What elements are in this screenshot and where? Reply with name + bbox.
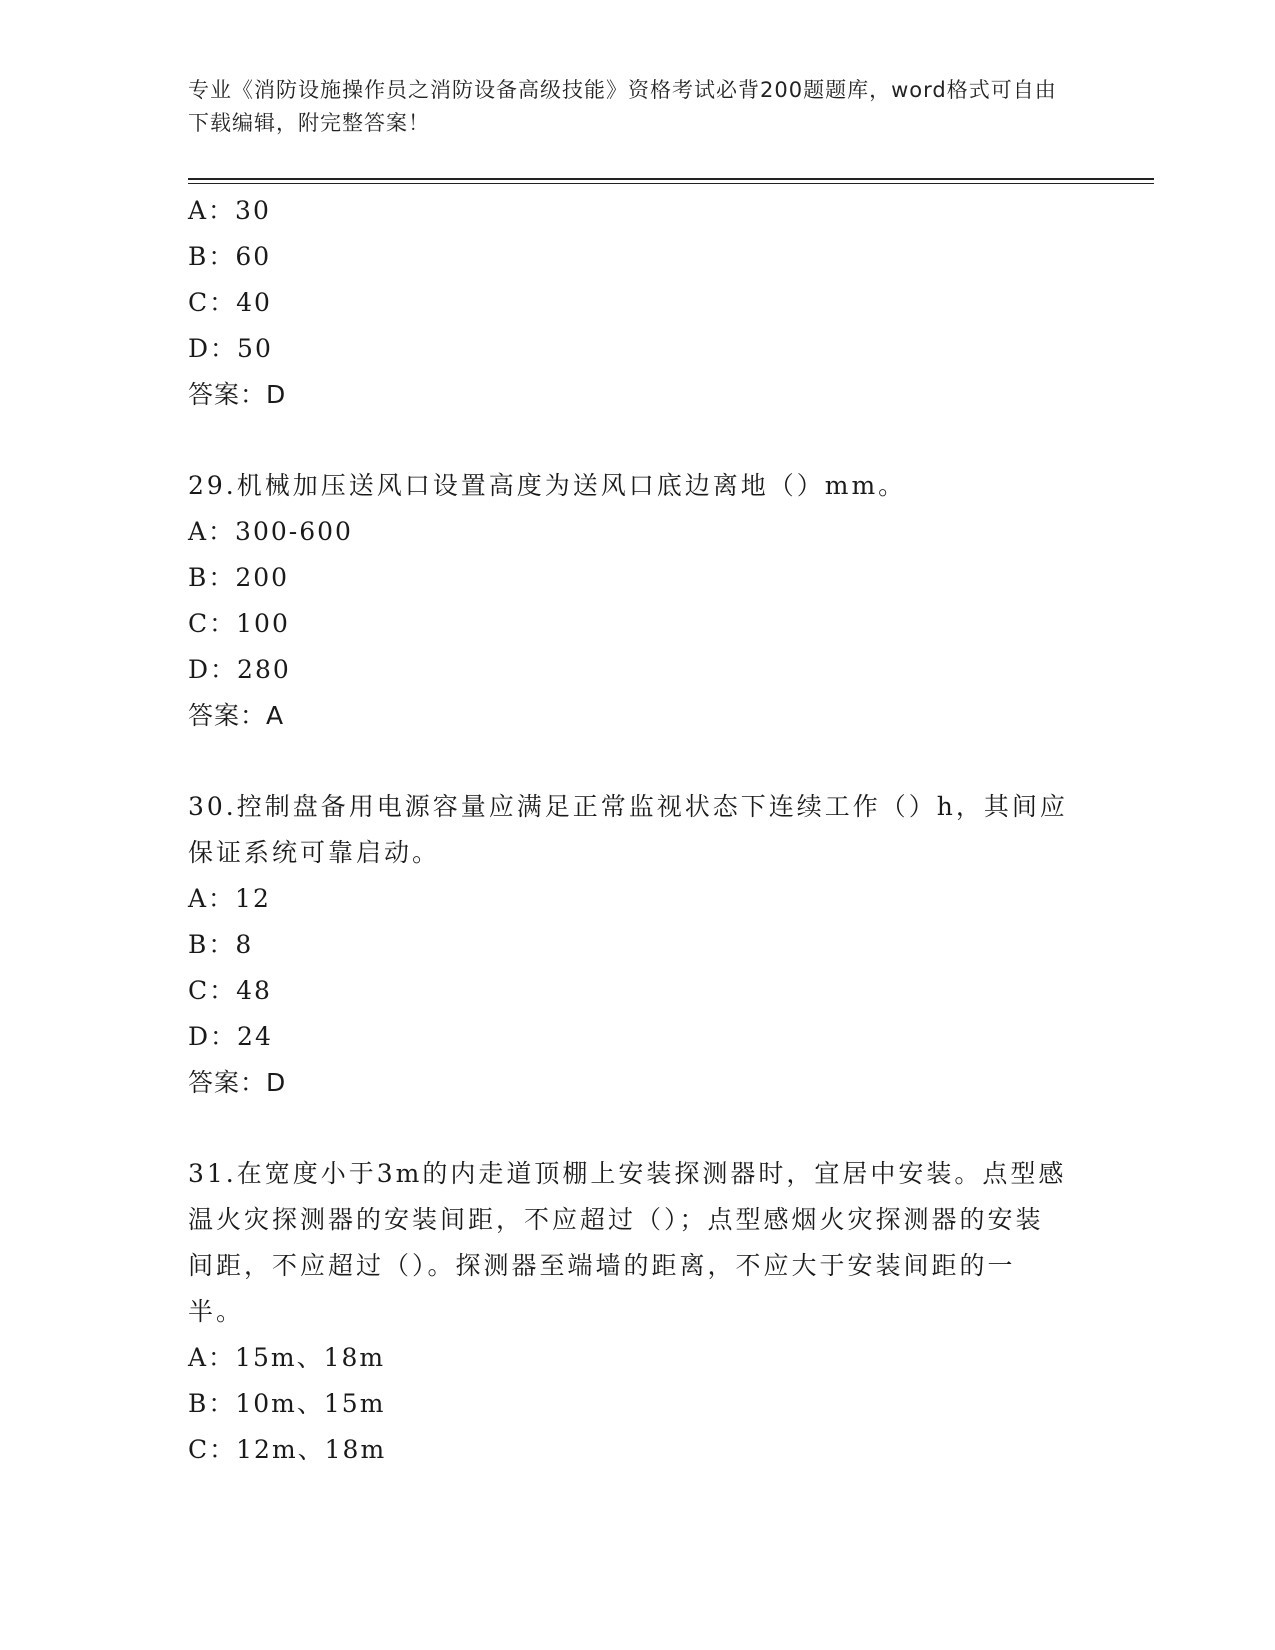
option-a: A：12 <box>188 884 271 913</box>
document-header: 专业《消防设施操作员之消防设备高级技能》资格考试必背200题题库，word格式可自由下载编辑，附完整答案！ <box>188 78 1057 135</box>
question-block-31 <box>188 1151 1068 1473</box>
question-list <box>188 188 1068 1473</box>
option-a: A：30 <box>188 196 271 225</box>
option-c: C：40 <box>188 288 272 317</box>
answer-label: 答案：D <box>188 380 287 409</box>
option-a: A：15m、18m <box>188 1343 386 1372</box>
option-c: C：48 <box>188 976 272 1005</box>
option-b: B：60 <box>188 242 272 271</box>
header-divider-thin <box>188 183 1154 184</box>
question-block-28 <box>188 188 1068 418</box>
option-b: B：8 <box>188 930 254 959</box>
option-d: D：50 <box>188 334 273 363</box>
option-c: C：12m、18m <box>188 1435 387 1464</box>
option-d: D：280 <box>188 655 291 684</box>
option-b: B：10m、15m <box>188 1389 386 1418</box>
header-divider-thick <box>188 178 1154 180</box>
option-a: A：300-600 <box>188 517 353 546</box>
question-text: 29.机械加压送风口设置高度为送风口底边离地（）mm。 <box>188 471 907 500</box>
answer-label: 答案：A <box>188 701 285 730</box>
question-block-30 <box>188 784 1068 1106</box>
question-block-29 <box>188 463 1068 739</box>
option-d: D：24 <box>188 1022 273 1051</box>
question-text: 30.控制盘备用电源容量应满足正常监视状态下连续工作（）h，其间应保证系统可靠启动。 <box>188 792 1068 867</box>
answer-label: 答案：D <box>188 1068 287 1097</box>
question-text: 31.在宽度小于3m的内走道顶棚上安装探测器时，宜居中安装。点型感温火灾探测器的安装间距，不应超过（）；点型感烟火灾探测器的安装间距，不应超过（）。探测器至端墙的距离，不应大于安装间距的一半。 <box>188 1159 1067 1326</box>
option-b: B：200 <box>188 563 290 592</box>
option-c: C：100 <box>188 609 290 638</box>
